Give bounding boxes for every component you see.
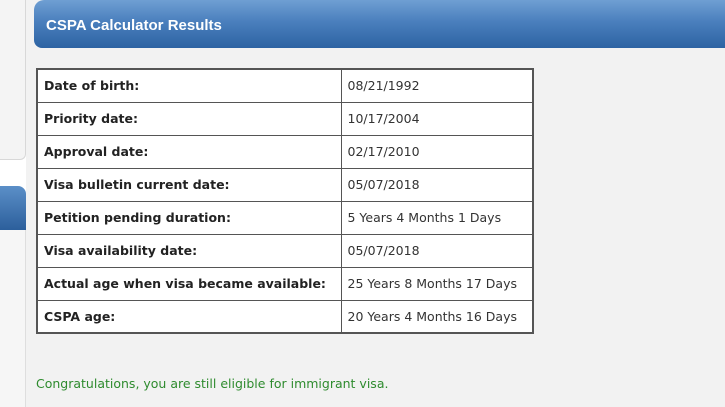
row-label: Date of birth: — [37, 69, 341, 102]
row-label: Visa availability date: — [37, 234, 341, 267]
table-row — [37, 234, 533, 267]
sidebar-tab[interactable] — [0, 186, 26, 230]
table-row — [37, 168, 533, 201]
row-label: Petition pending duration: — [37, 201, 341, 234]
table-row — [37, 267, 533, 300]
table-row — [37, 135, 533, 168]
sidebar-card-lower — [0, 230, 26, 407]
row-value: 05/07/2018 — [341, 234, 533, 267]
eligibility-message: Congratulations, you are still eligible for immigrant visa. — [36, 376, 389, 391]
table-row — [37, 300, 533, 333]
panel-header — [34, 0, 725, 48]
row-label: Actual age when visa became available: — [37, 267, 341, 300]
results-table — [36, 68, 534, 334]
row-label: Priority date: — [37, 102, 341, 135]
table-row — [37, 201, 533, 234]
row-value: 02/17/2010 — [341, 135, 533, 168]
row-value: 20 Years 4 Months 16 Days — [341, 300, 533, 333]
table-row — [37, 69, 533, 102]
table-row — [37, 102, 533, 135]
panel-title: CSPA Calculator Results — [46, 17, 222, 34]
sidebar-card — [0, 0, 26, 160]
row-value: 08/21/1992 — [341, 69, 533, 102]
row-value: 10/17/2004 — [341, 102, 533, 135]
row-value: 25 Years 8 Months 17 Days — [341, 267, 533, 300]
row-value: 5 Years 4 Months 1 Days — [341, 201, 533, 234]
row-label: CSPA age: — [37, 300, 341, 333]
row-label: Visa bulletin current date: — [37, 168, 341, 201]
row-value: 05/07/2018 — [341, 168, 533, 201]
results-panel — [26, 0, 725, 407]
left-sidebar — [0, 0, 26, 407]
row-label: Approval date: — [37, 135, 341, 168]
